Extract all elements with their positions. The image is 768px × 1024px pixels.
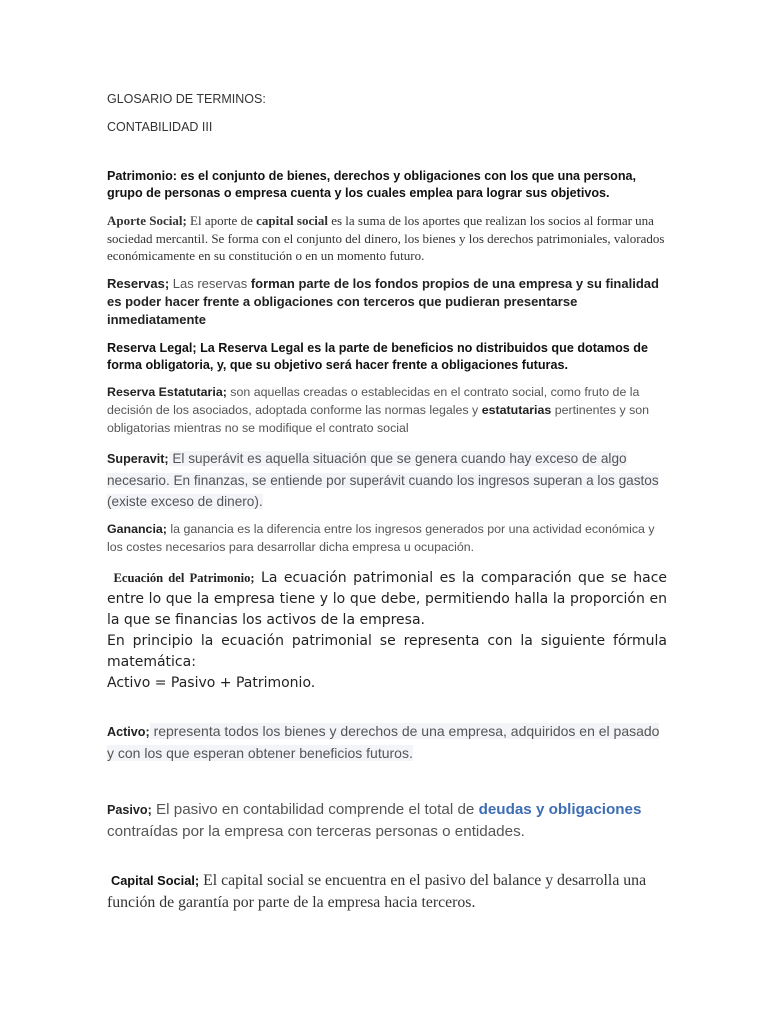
term-label: Reserva Estatutaria; (107, 385, 227, 399)
term-label: Activo; (107, 725, 150, 739)
term-label: Ganancia; (107, 522, 167, 536)
ecuacion-definition: Ecuación del Patrimonio; La ecuación patrimonial es la comparación que se hace entre lo que la empresa tiene y lo que debe, permitiendo halla la proporción en la que se financias los activos de la empresa. (107, 570, 668, 628)
term-pasivo: Pasivo; El pasivo en contabilidad comprende el total de deudas y obligaciones contraídas por la empresa con terceras personas o entidades. (107, 801, 642, 840)
document-title: GLOSARIO DE TERMINOS: (107, 92, 266, 106)
term-label: Superavit; (107, 452, 169, 466)
term-highlight: capital social (256, 213, 328, 228)
term-patrimonio: Patrimonio: es el conjunto de bienes, derechos y obligaciones con los que una persona, grupo de personas o empresa cuenta y los cuales emplea para lograr sus objetivos. (107, 169, 637, 200)
term-ganancia: Ganancia; la ganancia es la diferencia entre los ingresos generados por una actividad económica y los costes necesarios para desarrollar dicha empresa u ocupación. (107, 522, 655, 554)
term-reserva-legal: Reserva Legal; La Reserva Legal es la parte de beneficios no distribuidos que dotamos de forma obligatoria, y, que su objetivo será hacer frente a obligaciones futuras. (107, 341, 648, 372)
ecuacion-formula: Activo = Pasivo + Patrimonio. (107, 675, 316, 691)
term-highlight: estatutarias (481, 403, 552, 417)
term-label: Aporte Social; (107, 213, 187, 228)
term-capital-social: Capital Social; El capital social se encuentra en el pasivo del balance y desarrolla una función de garantía por parte de la empresa hacia terceros. (107, 872, 647, 911)
deudas-obligaciones-link[interactable]: deudas y obligaciones (478, 801, 642, 818)
term-reserva-estatutaria: Reserva Estatutaria; son aquellas creadas o establecidas en el contrato social, como fruto de la decisión de los asociados, adoptada conforme las normas legales y estatutarias pertinentes y son obligatorias mientras no se modifique el contrato social (107, 385, 650, 435)
term-aporte-social: Aporte Social; El aporte de capital social es la suma de los aportes que realizan los socios al formar una sociedad mercantil. Se forma con el conjunto del dinero, los bienes y los derechos patrimoniales, valorados económicamente en su constitución o en un momento futuro. (107, 213, 665, 263)
term-label: Capital Social; (110, 873, 200, 888)
document-subtitle: CONTABILIDAD III (107, 120, 213, 134)
term-label: Ecuación del Patrimonio; (113, 571, 255, 585)
term-ecuacion (107, 568, 667, 694)
term-label: Reservas; (107, 276, 170, 291)
term-superavit: Superavit; El superávit es aquella situación que se genera cuando hay exceso de algo necesario. En finanzas, se entiende por superávit cuando los ingresos superan a los gastos (existe exceso de dinero). (107, 451, 659, 509)
term-highlight: forman parte de los fondos propios de una empresa y su finalidad es poder hacer frente a obligaciones con terceros que pudieran presentarse inmediatamente (107, 276, 659, 327)
term-activo: Activo; representa todos los bienes y derechos de una empresa, adquiridos en el pasado y con los que esperan obtener beneficios futuros. (107, 723, 660, 761)
term-reservas: Reservas; Las reservas forman parte de los fondos propios de una empresa y su finalidad es poder hacer frente a obligaciones con terceros que pudieran presentarse inmediatamente (107, 276, 659, 327)
ecuacion-intro: En principio la ecuación patrimonial se representa con la siguiente fórmula matemática: (107, 633, 667, 670)
term-label: Pasivo; (107, 803, 152, 817)
